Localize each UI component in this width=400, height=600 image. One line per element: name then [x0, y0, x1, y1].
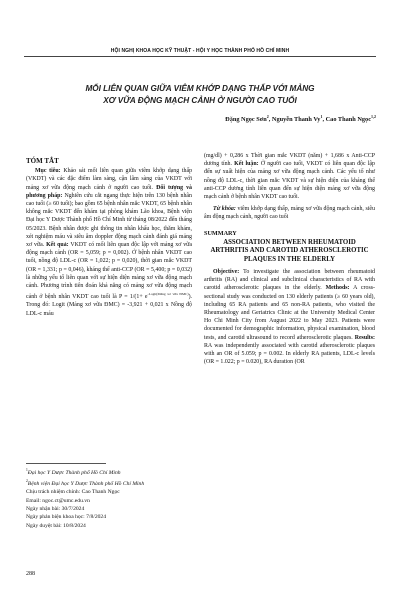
objective-text: Khảo sát mối liên quan giữa viêm khớp dạng thấp (VKDT) và các đặc điểm làm sàng, cận lâm sàng của VKDT với mảng xơ vữa động mạch cảnh ở người cao tuổi.: [26, 168, 193, 191]
author-affiliation: 2: [266, 114, 269, 119]
summary-heading: SUMMARY: [204, 229, 237, 237]
formula-exponent: -Logit(Mảng xơ vữa ĐMC): [147, 292, 189, 297]
author-name: Nguyễn Thanh Vy: [271, 116, 321, 124]
abstract-continuation: [204, 152, 375, 201]
en-methods-label: Methods:: [325, 285, 350, 292]
author-name: Cao Thanh Ngọc: [325, 116, 371, 124]
footnotes: [26, 466, 192, 530]
aff1-mark: 1: [26, 468, 28, 472]
email-line: Email: ngoc.ct@umc.edu.vn: [26, 497, 90, 504]
aff2-mark: 2: [26, 479, 28, 484]
received-date: Ngày nhận bài: 30/7/2024: [26, 505, 85, 512]
journal-header: HỘI NGHỊ KHOA HỌC KỸ THUẬT - HỘI Y HỌC THÀNH PHỐ HỒ CHÍ MINH: [24, 48, 376, 57]
abstract-objective: [26, 167, 192, 318]
page-number: 288: [26, 571, 35, 577]
results-label: Kết quả:: [46, 242, 69, 249]
keywords-text: viêm khớp dạng thấp, mảng xơ vữa động mạch cảnh, siêu âm động mạch cảnh, người cao tuổi: [204, 206, 375, 221]
formula-tail: ). Trong đó: Logit (Mảng xơ vữa ĐMC) = -3,921 + 0,021 x Nồng độ LDL-c máu: [26, 294, 192, 317]
title-line-2: XƠ VỮA ĐỘNG MẠCH CẢNH Ở NGƯỜI CAO TUỔI: [103, 95, 297, 105]
abstract-vietnamese: [26, 157, 192, 318]
en-methods-text: A cross-sectional study was conducted on 130 elderly patients (≥ 60 years old), including 65 RA patients and 65 non-RA patients, who visited the Rheumatology and Geriatrics Clinic at the University Medical Center Ho Chi Minh City from August 2022 to May 2023. Patients were documented for demographic information, physical examination, blood tests, and carotid ultrasound to record atherosclerotic plaques.: [204, 285, 375, 341]
author-affiliation: 1: [320, 114, 323, 119]
accepted-date: Ngày duyệt bài: 10/8/2024: [26, 522, 86, 529]
formula-continued: (mg/dl) + 0,286 x Thời gian mắc VKDT (năm) + 1,686 x Anti-CCP dương tính.: [204, 153, 375, 168]
english-title: ASSOCIATION BETWEEN RHEUMATOID ARTHRITIS AND CAROTID ATHEROSCLEROTIC PLAQUES IN THE ELDERLY: [210, 238, 369, 263]
footnote-divider: [26, 463, 106, 464]
keywords: [204, 205, 375, 221]
objective-label: Mục tiêu:: [35, 168, 61, 175]
author-list: Đặng Ngọc Sơn$^2$, Nguyễn Thanh Vy$^1$, Cao Thanh Ngọc$^{1,2}$: [225, 114, 376, 124]
conclusion-label: Kết luận:: [234, 161, 259, 168]
review-date: Ngày phản biện khoa học: 7/8/2024: [26, 514, 107, 521]
aff2-text: Bệnh viện Đại học Y Dược Thành phố Hồ Chí Minh: [27, 481, 145, 488]
keywords-label: Từ khóa:: [213, 206, 236, 213]
aff1-text: Đại học Y Dược Thành phố Hồ Chí Minh: [27, 469, 121, 476]
summary-body: [204, 268, 375, 366]
tom-tat-heading: TÓM TẮT: [26, 157, 59, 165]
conclusion-text: Ở người cao tuổi, VKDT có liên quan độc lập đến sự xuất hiện của mảng xơ vữa động mạch cảnh. Các yếu tố như nồng độ LDL-c, thời gian mắc VKDT và sự hiện diện của kháng thể anti-CCP dương tính liên quan đến sự hiện diện mảng xơ vữa động mạch cảnh ở bệnh nhân VKDT cao tuổi.: [204, 161, 375, 201]
en-results-label: Results:: [354, 334, 375, 341]
corresponding-author: Chịu trách nhiệm chính: Cao Thanh Ngọc: [26, 489, 120, 496]
affiliation-1: [26, 466, 192, 477]
methods-text: Nghiên cứu cắt ngang thực hiện trên 130 bệnh nhân cao tuổi (≥ 60 tuổi); bao gồm 65 bệnh nhân mắc VKDT, 65 bệnh nhân không mắc VKDT đến khám tại phòng khám Lão khoa, Bệnh viện Đại học Y Dược Thành phố Hồ Chí Minh từ tháng 08/2022 đến tháng 05/2023. Bệnh nhân được ghi thông tin nhân khẩu học, thăm khám, xét nghiệm máu và siêu âm doppler động mạch cảnh đánh giá mảng xơ vữa.: [26, 192, 192, 249]
abstract-continued: [204, 152, 375, 366]
author-name: Đặng Ngọc Sơn: [225, 116, 267, 124]
en-results-text: RA was independently associated with carotid atherosclerotic plaques with an OR of 5.059; p = 0.002. In elderly RA patients, LDL-c levels (OR = 1.022; p = 0.020), RA duration (OR: [204, 342, 375, 366]
en-objective-label: Objective:: [213, 269, 240, 276]
results-text: VKDT có mối liên quan độc lập với mảng xơ vữa động mạch cảnh (OR = 5,059; p = 0,002). Ở bệnh nhân VKDT cao tuổi, nồng độ LDL-c (OR = 1,022; p = 0,020), thời gian mắc VKDT (OR = 1,331; p = 0,046), kháng thể anti-CCP (OR = 5,400; p = 0,032) là những yếu tố liên quan với sự hiện diện mảng xơ vữa động mạch cảnh. Phương trình tiên đoán khả năng có mảng xơ vữa động mạch cảnh ở bệnh nhân VKDT cao tuổi là P = 1/(1+ e: [26, 242, 192, 301]
author-affiliation: 1,2: [371, 114, 376, 119]
en-objective-text: To investigate the association between rheumatoid arthritis (RA) and clinical and subclinical characteristics of RA with carotid atherosclerotic plaques in the elderly.: [204, 269, 375, 292]
title-line-1: MỐI LIÊN QUAN GIỮA VIÊM KHỚP DẠNG THẤP VỚI MẢNG: [85, 84, 315, 93]
affiliation-2: [26, 477, 192, 488]
methods-label: Đối tượng và phương pháp:: [26, 184, 193, 199]
article-title: [40, 83, 360, 106]
